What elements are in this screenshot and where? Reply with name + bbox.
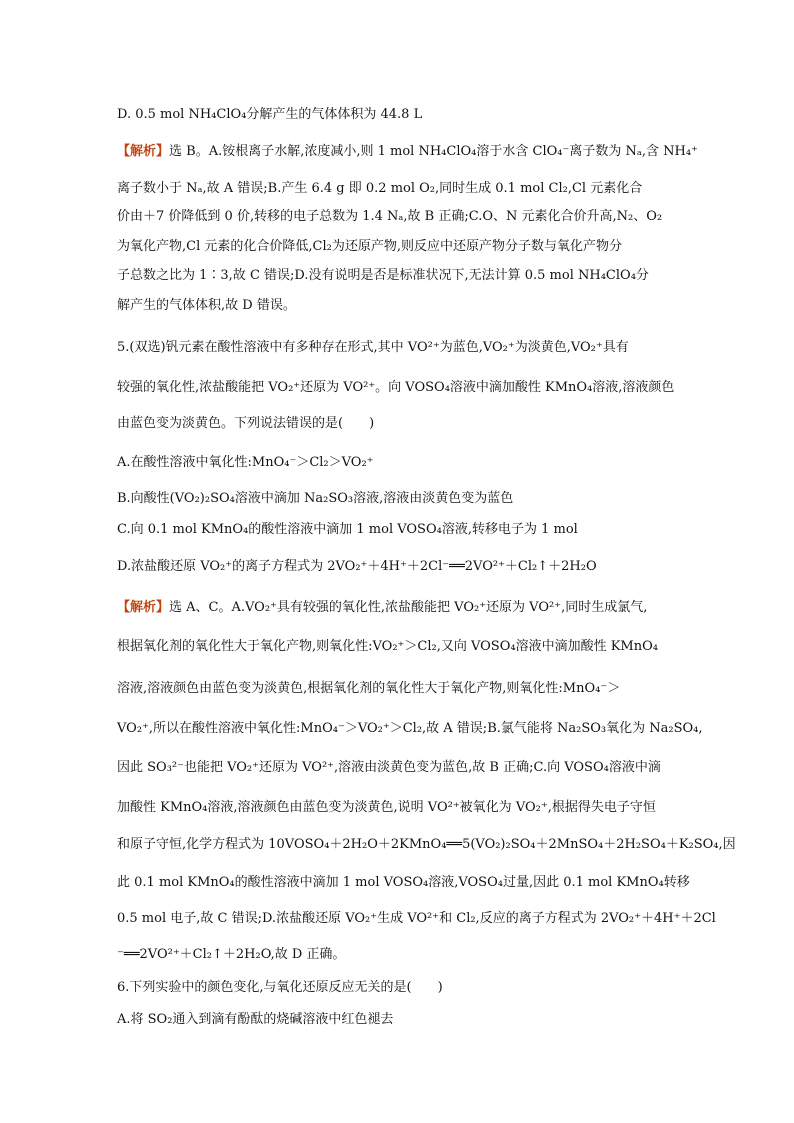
option-a: A.在酸性溶液中氧化性:MnO₄⁻＞Cl₂＞VO₂⁺ <box>117 455 374 470</box>
option-d-line: D. 0.5 mol NH₄ClO₄分解产生的气体体积为 44.8 L <box>117 107 423 122</box>
analysis-line: 【解析】选 B。A.铵根离子水解,浓度减小,则 1 mol NH₄ClO₄溶于水含 ClO₄⁻离子数为 Nₐ,含 NH₄⁺ <box>117 144 698 159</box>
analysis-line: 因此 SO₃²⁻也能把 VO₂⁺还原为 VO²⁺,溶液由淡黄色变为蓝色,故 B 正确;C.向 VOSO₄溶液中滴 <box>117 760 661 775</box>
analysis-line: 根据氧化剂的氧化性大于氧化产物,则氧化性:VO₂⁺＞Cl₂,又向 VOSO₄溶液中滴加酸性 KMnO₄ <box>117 639 658 654</box>
analysis-line: 此 0.1 mol KMnO₄的酸性溶液中滴加 1 mol VOSO₄溶液,VOSO₄过量,因此 0.1 mol KMnO₄转移 <box>117 875 690 890</box>
analysis-tag: 【解析】 <box>117 600 170 615</box>
option-c: C.向 0.1 mol KMnO₄的酸性溶液中滴加 1 mol VOSO₄溶液,转移电子为 1 mol <box>117 522 578 537</box>
question-5-stem: 5.(双选)钒元素在酸性溶液中有多种存在形式,其中 VO²⁺为蓝色,VO₂⁺为淡黄色,VO₂⁺具有 <box>117 340 629 355</box>
option-a: A.将 SO₂通入到滴有酚酞的烧碱溶液中红色褪去 <box>117 1012 394 1027</box>
analysis-line: 价由＋7 价降低到 0 价,转移的电子总数为 1.4 Nₐ,故 B 正确;C.O、N 元素化合价升高,N₂、O₂ <box>117 209 663 224</box>
analysis-line: 加酸性 KMnO₄溶液,溶液颜色由蓝色变为淡黄色,说明 VO²⁺被氧化为 VO₂⁺,根据得失电子守恒 <box>117 800 656 815</box>
question-5-stem: 较强的氧化性,浓盐酸能把 VO₂⁺还原为 VO²⁺。向 VOSO₄溶液中滴加酸性 KMnO₄溶液,溶液颜色 <box>117 380 675 395</box>
analysis-line: 【解析】选 A、C。A.VO₂⁺具有较强的氧化性,浓盐酸能把 VO₂⁺还原为 VO²⁺,同时生成氯气, <box>117 600 648 615</box>
analysis-line: 0.5 mol 电子,故 C 错误;D.浓盐酸还原 VO₂⁺生成 VO²⁺和 Cl₂,反应的离子方程式为 2VO₂⁺＋4H⁺＋2Cl <box>117 911 716 926</box>
question-6-stem: 6.下列实验中的颜色变化,与氧化还原反应无关的是( ) <box>117 980 443 995</box>
question-5-stem: 由蓝色变为淡黄色。下列说法错误的是( ) <box>117 416 375 431</box>
option-b: B.向酸性(VO₂)₂SO₄溶液中滴加 Na₂SO₃溶液,溶液由淡黄色变为蓝色 <box>117 491 514 506</box>
analysis-line: VO₂⁺,所以在酸性溶液中氧化性:MnO₄⁻＞VO₂⁺＞Cl₂,故 A 错误;B.氯气能将 Na₂SO₃氧化为 Na₂SO₄, <box>117 721 703 736</box>
analysis-line: 和原子守恒,化学方程式为 10VOSO₄＋2H₂O＋2KMnO₄══5(VO₂)₂SO₄＋2MnSO₄＋2H₂SO₄＋K₂SO₄,因 <box>117 837 736 852</box>
analysis-line: 离子数小于 Nₐ,故 A 错误;B.产生 6.4 g 即 0.2 mol O₂,同时生成 0.1 mol Cl₂,Cl 元素化合 <box>117 181 643 196</box>
option-d: D.浓盐酸还原 VO₂⁺的离子方程式为 2VO₂⁺＋4H⁺＋2Cl⁻══2VO²⁺＋Cl₂↑＋2H₂O <box>117 559 597 574</box>
analysis-line: ⁻══2VO²⁺＋Cl₂↑＋2H₂O,故 D 正确。 <box>117 947 346 962</box>
analysis-tag: 【解析】 <box>117 144 170 159</box>
analysis-line: 解产生的气体体积,故 D 错误。 <box>117 298 296 313</box>
analysis-line: 为氧化产物,Cl 元素的化合价降低,Cl₂为还原产物,则反应中还原产物分子数与氧化产物分 <box>117 239 622 254</box>
analysis-line: 溶液,溶液颜色由蓝色变为淡黄色,根据氧化剂的氧化性大于氧化产物,则氧化性:MnO₄⁻＞ <box>117 681 621 696</box>
analysis-line: 子总数之比为 1∶3,故 C 错误;D.没有说明是否是标准状况下,无法计算 0.5 mol NH₄ClO₄分 <box>117 268 649 283</box>
